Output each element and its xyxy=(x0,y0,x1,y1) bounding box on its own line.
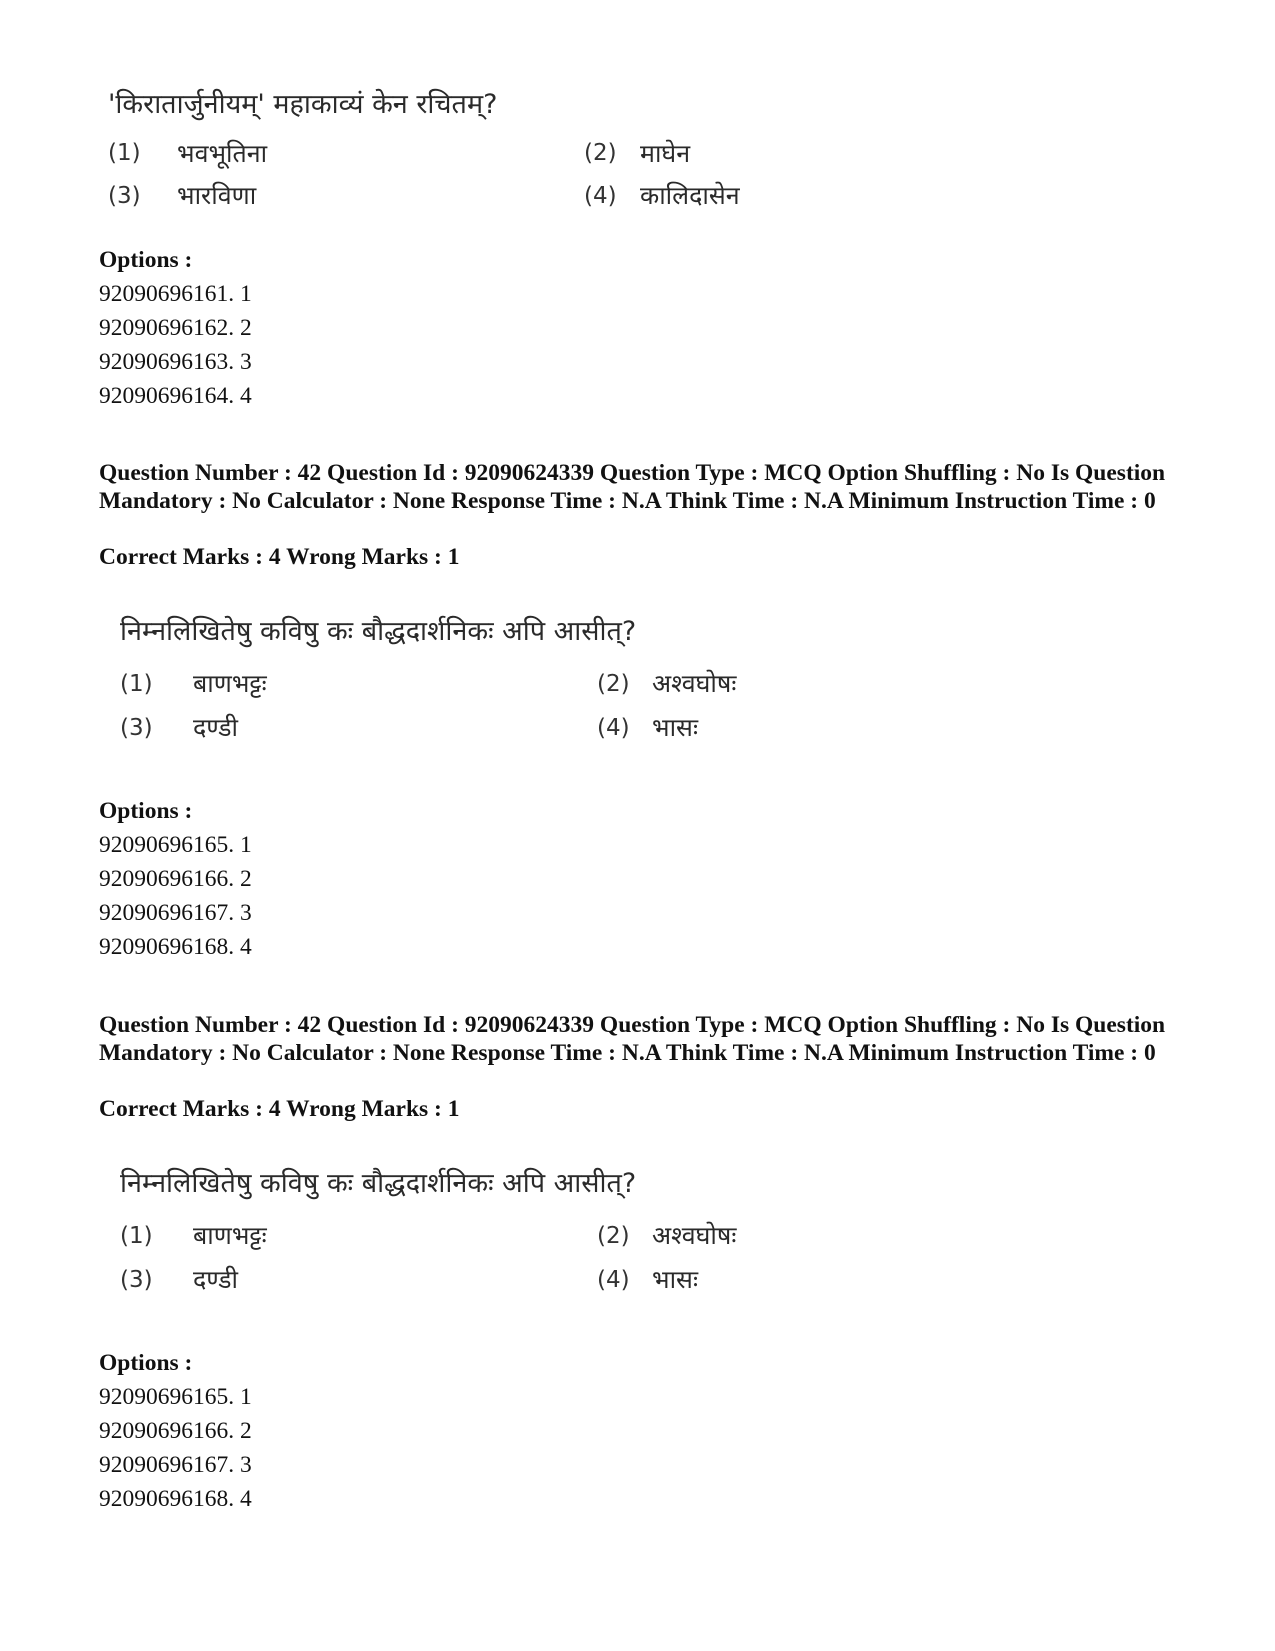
options-list xyxy=(99,828,252,964)
choice-text: भासः xyxy=(652,1265,699,1294)
options-heading: Options : xyxy=(99,798,193,824)
option-id: 92090696167. 3 xyxy=(99,1452,252,1478)
option-id: 92090696161. 1 xyxy=(99,281,252,307)
question-text: 'किरातार्जुनीयम्' महाकाव्यं केन रचितम्? xyxy=(108,89,498,120)
choice-number: (4) xyxy=(597,715,630,741)
option-id: 92090696165. 1 xyxy=(99,1384,252,1410)
option-id: 92090696166. 2 xyxy=(99,1418,252,1444)
choice-number: (1) xyxy=(120,1223,153,1249)
option-id: 92090696165. 1 xyxy=(99,832,252,858)
options-list xyxy=(99,277,252,413)
choice-number: (1) xyxy=(120,671,153,697)
choice-text: भवभूतिना xyxy=(177,139,268,168)
option-id: 92090696164. 4 xyxy=(99,383,252,409)
choice-number: (2) xyxy=(597,671,630,697)
options-heading: Options : xyxy=(99,1350,193,1376)
choice-text: दण्डी xyxy=(193,713,239,742)
question-meta: Question Number : 42 Question Id : 92090624339 Question Type : MCQ Option Shuffling : No Is Question Mandatory : No Calculator : None Response Time : N.A Think Time : N.A Minimum Instruction Time : 0 xyxy=(99,460,1166,514)
choice-number: (2) xyxy=(584,140,617,166)
choice-text: कालिदासेन xyxy=(640,181,740,210)
choice-text: अश्वघोषः xyxy=(652,669,737,698)
choice-text: बाणभट्टः xyxy=(193,1221,267,1250)
option-id: 92090696167. 3 xyxy=(99,900,252,926)
choice-number: (4) xyxy=(584,183,617,209)
option-id: 92090696166. 2 xyxy=(99,866,252,892)
choice-text: अश्वघोषः xyxy=(652,1221,737,1250)
choice-number: (3) xyxy=(120,1267,153,1293)
option-id: 92090696168. 4 xyxy=(99,1486,252,1512)
choice-text: भारविणा xyxy=(177,181,257,210)
marks-line: Correct Marks : 4 Wrong Marks : 1 xyxy=(99,1096,460,1122)
choice-text: माघेन xyxy=(640,139,691,168)
choice-number: (3) xyxy=(120,715,153,741)
choice-number: (1) xyxy=(108,140,141,166)
option-id: 92090696168. 4 xyxy=(99,934,252,960)
question-text: निम्नलिखितेषु कविषु कः बौद्धदार्शनिकः अपि आसीत्? xyxy=(120,1168,637,1199)
choice-text: बाणभट्टः xyxy=(193,669,267,698)
question-meta: Question Number : 42 Question Id : 92090624339 Question Type : MCQ Option Shuffling : No Is Question Mandatory : No Calculator : None Response Time : N.A Think Time : N.A Minimum Instruction Time : 0 xyxy=(99,1012,1166,1066)
question-text: निम्नलिखितेषु कविषु कः बौद्धदार्शनिकः अपि आसीत्? xyxy=(120,616,637,647)
choice-text: भासः xyxy=(652,713,699,742)
options-heading: Options : xyxy=(99,247,193,273)
option-id: 92090696162. 2 xyxy=(99,315,252,341)
choice-number: (2) xyxy=(597,1223,630,1249)
marks-line: Correct Marks : 4 Wrong Marks : 1 xyxy=(99,544,460,570)
choice-number: (3) xyxy=(108,183,141,209)
choice-text: दण्डी xyxy=(193,1265,239,1294)
option-id: 92090696163. 3 xyxy=(99,349,252,375)
options-list xyxy=(99,1380,252,1516)
choice-number: (4) xyxy=(597,1267,630,1293)
